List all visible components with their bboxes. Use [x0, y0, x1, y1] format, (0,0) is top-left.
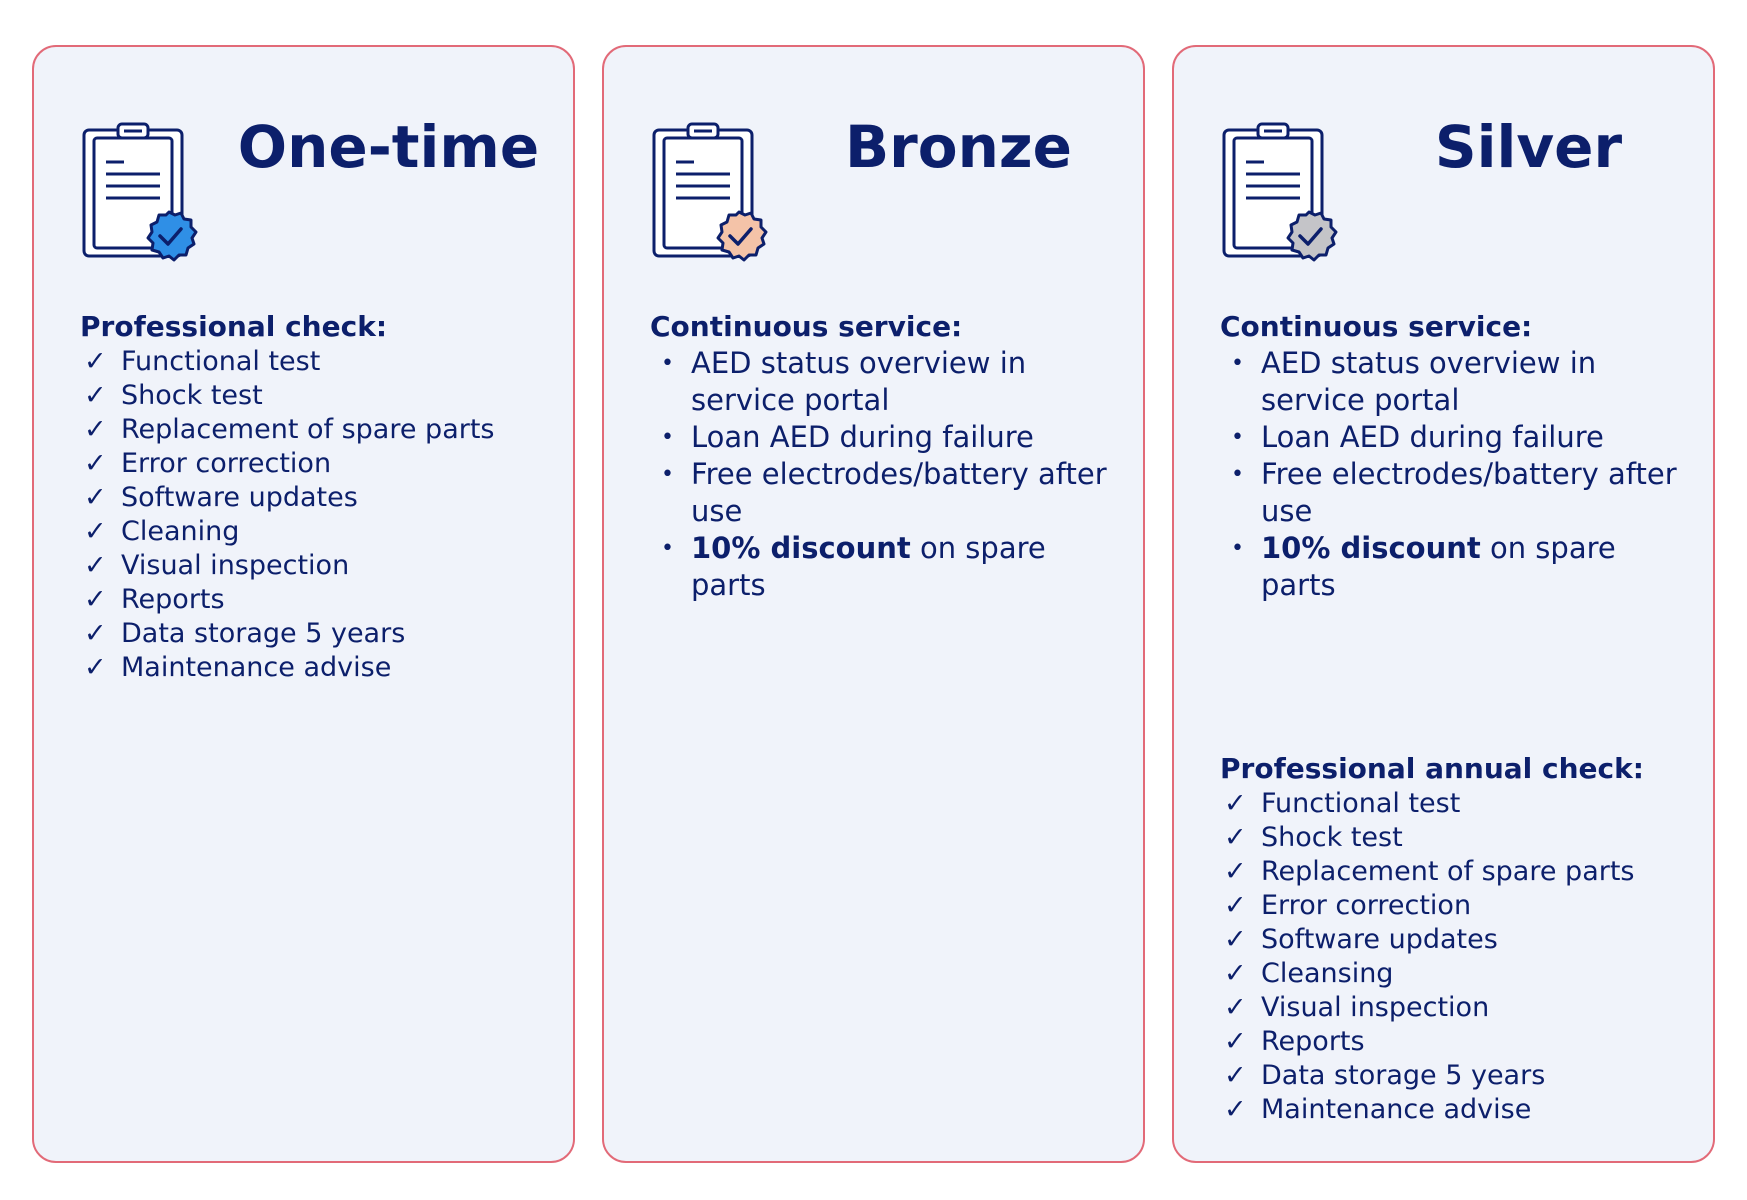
list-item: ✓ Functional test [1224, 788, 1461, 819]
list-item: ✓ Reports [1224, 1026, 1365, 1057]
check-icon: ✓ [84, 346, 107, 377]
list-item: • 10% discount on spare parts [1231, 531, 1616, 602]
section-heading: Continuous service: [1220, 310, 1533, 343]
bullet-icon: • [1231, 536, 1244, 561]
professional-annual-check-section [1220, 751, 1693, 1127]
bullet-icon: • [661, 351, 674, 376]
professional-check-section [80, 309, 553, 685]
check-icon: ✓ [1224, 890, 1247, 921]
list-item: ✓ Maintenance advise [1224, 1094, 1532, 1125]
list-item: ✓ Software updates [84, 482, 358, 513]
list-item: ✓ Replacement of spare parts [84, 414, 495, 445]
check-icon: ✓ [84, 550, 107, 581]
list-item: • Loan AED during failure [1231, 420, 1604, 454]
list-item: ✓ Cleansing [1224, 958, 1394, 989]
checklist [1220, 787, 1693, 1127]
list-item: ✓ Data storage 5 years [1224, 1060, 1546, 1091]
section-heading: Professional annual check: [1220, 752, 1644, 785]
list-item: • Loan AED during failure [661, 420, 1034, 454]
bullet-list [650, 345, 1123, 604]
list-item: ✓ Visual inspection [84, 550, 350, 581]
check-icon: ✓ [84, 516, 107, 547]
check-icon: ✓ [84, 380, 107, 411]
bullet-icon: • [1231, 462, 1244, 487]
list-item: ✓ Visual inspection [1224, 992, 1490, 1023]
bullet-icon: • [661, 425, 674, 450]
list-item: • AED status overview in service portal [1231, 346, 1597, 417]
plan-title: Bronze [844, 113, 1073, 181]
list-item: • 10% discount on spare parts [661, 531, 1046, 602]
list-item: ✓ Shock test [1224, 822, 1403, 853]
plan-card-one-time [32, 45, 575, 1163]
clipboard-check-icon [80, 122, 202, 270]
check-icon: ✓ [84, 414, 107, 445]
list-item: • Free electrodes/battery after use [1231, 457, 1677, 528]
bullet-icon: • [1231, 425, 1244, 450]
plan-card-bronze [602, 45, 1145, 1163]
list-item: ✓ Error correction [1224, 890, 1472, 921]
check-icon: ✓ [84, 618, 107, 649]
plan-card-silver [1172, 45, 1715, 1163]
continuous-service-section [650, 309, 1123, 604]
bullet-icon: • [661, 462, 674, 487]
check-icon: ✓ [1224, 1094, 1247, 1125]
check-icon: ✓ [1224, 924, 1247, 955]
list-item: ✓ Error correction [84, 448, 332, 479]
bullet-icon: • [661, 536, 674, 561]
list-item: ✓ Maintenance advise [84, 652, 392, 683]
list-item: • Free electrodes/battery after use [661, 457, 1107, 528]
check-icon: ✓ [84, 652, 107, 683]
list-item: ✓ Shock test [84, 380, 263, 411]
list-item: ✓ Functional test [84, 346, 321, 377]
list-item: ✓ Software updates [1224, 924, 1498, 955]
bullet-icon: • [1231, 351, 1244, 376]
plan-title: Silver [1434, 113, 1623, 181]
check-icon: ✓ [1224, 1026, 1247, 1057]
clipboard-check-icon [650, 122, 772, 270]
section-heading: Continuous service: [650, 310, 963, 343]
list-item: • AED status overview in service portal [661, 346, 1027, 417]
check-icon: ✓ [1224, 856, 1247, 887]
bullet-list [1220, 345, 1693, 604]
list-item: ✓ Reports [84, 584, 225, 615]
check-icon: ✓ [1224, 822, 1247, 853]
list-item: ✓ Replacement of spare parts [1224, 856, 1635, 887]
check-icon: ✓ [84, 584, 107, 615]
section-heading: Professional check: [80, 310, 388, 343]
list-item: ✓ Data storage 5 years [84, 618, 406, 649]
check-icon: ✓ [1224, 992, 1247, 1023]
checklist [80, 345, 553, 685]
check-icon: ✓ [1224, 788, 1247, 819]
plan-title: One-time [237, 113, 540, 181]
list-item: ✓ Cleaning [84, 516, 240, 547]
check-icon: ✓ [84, 448, 107, 479]
check-icon: ✓ [1224, 958, 1247, 989]
check-icon: ✓ [1224, 1060, 1247, 1091]
continuous-service-section [1220, 309, 1693, 604]
check-icon: ✓ [84, 482, 107, 513]
clipboard-check-icon [1220, 122, 1342, 270]
